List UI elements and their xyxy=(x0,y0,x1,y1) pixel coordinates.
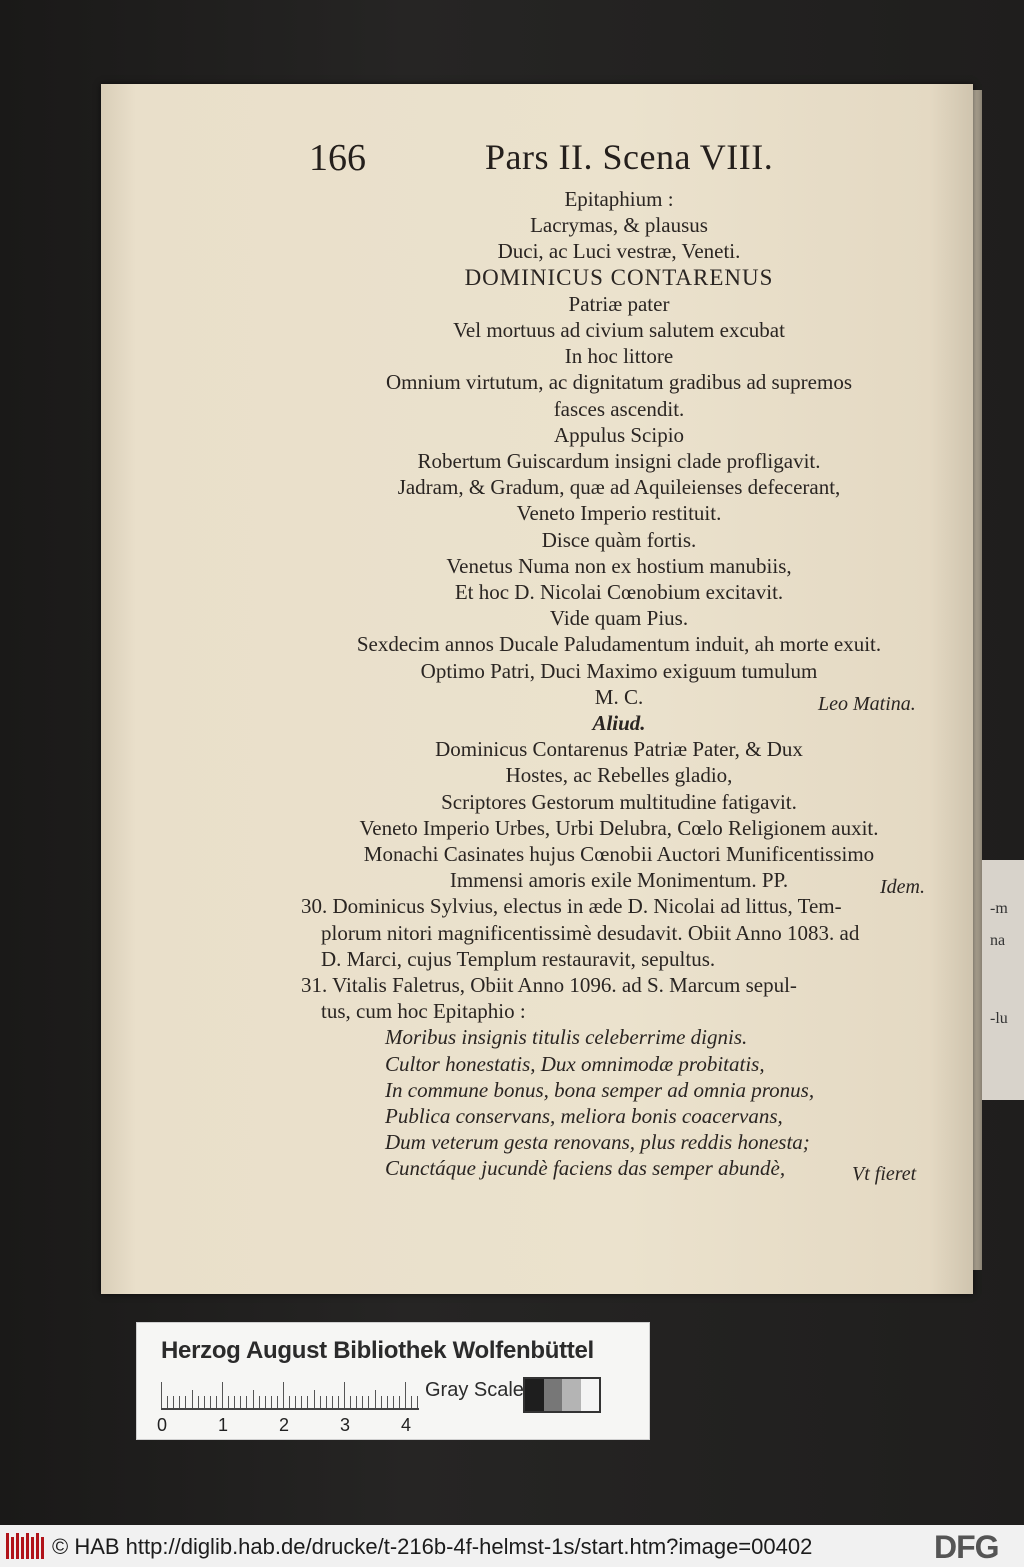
ruler-number: 2 xyxy=(279,1415,290,1435)
text-line: Cultor honestatis, Dux omnimodæ probitatis, xyxy=(385,1051,765,1076)
ruler-tick xyxy=(417,1396,418,1408)
ruler-tick xyxy=(326,1396,327,1408)
text-line: Vide quam Pius. xyxy=(549,606,689,631)
ruler-tick xyxy=(259,1396,260,1408)
ruler-number: 3 xyxy=(340,1415,351,1435)
attribution-leo-matina: Leo Matina. xyxy=(818,693,916,715)
gray-scale-label: Gray Scale xyxy=(425,1379,524,1401)
text-line: Publica conservans, meliora bonis coacervans, xyxy=(385,1104,783,1128)
library-name: Herzog August Bibliothek Wolfenbüttel xyxy=(161,1337,594,1364)
ruler-tick xyxy=(222,1382,223,1408)
logo-bar xyxy=(41,1537,44,1559)
color-target-card xyxy=(136,1322,650,1440)
logo-bar xyxy=(6,1533,9,1559)
adjacent-page-fragment xyxy=(982,860,1024,1100)
measurement-ruler xyxy=(161,1378,419,1410)
gray-swatch xyxy=(525,1379,544,1411)
catchword: Vt fieret xyxy=(852,1163,917,1185)
text-line: Cunctáque jucundè faciens das semper abundè, xyxy=(385,1156,786,1181)
ruler-tick xyxy=(344,1382,345,1408)
ruler-tick xyxy=(198,1396,199,1408)
ruler-tick xyxy=(314,1390,315,1408)
ruler-tick xyxy=(356,1396,357,1408)
ruler-tick xyxy=(210,1396,211,1408)
text-line: Epitaphium : xyxy=(564,187,674,211)
text-line: Sexdecim annos Ducale Paludamentum induit, ah morte exuit. xyxy=(356,632,882,657)
ruler-tick xyxy=(246,1396,247,1408)
text-line: plorum nitori magnificentissimè desudavit. Obiit Anno 1083. ad xyxy=(321,920,860,945)
text-line: Lacrymas, & plausus xyxy=(530,213,708,238)
ruler-tick xyxy=(265,1396,266,1408)
ruler-tick xyxy=(283,1382,284,1408)
footer-copyright-url[interactable]: © HAB http://diglib.hab.de/drucke/t-216b-4f-helmst-1s/start.htm?image=00402 xyxy=(52,1534,813,1559)
fragment-text: -m xyxy=(990,900,1008,917)
text-line: In hoc littore xyxy=(564,344,674,369)
ruler-tick xyxy=(393,1396,394,1408)
ruler-tick xyxy=(289,1396,290,1408)
logo-bar xyxy=(16,1533,19,1559)
ruler-tick xyxy=(192,1390,193,1408)
text-line: 30. Dominicus Sylvius, electus in æde D. Nicolai ad littus, Tem- xyxy=(301,894,842,919)
text-line: Duci, ac Luci vestræ, Veneti. xyxy=(497,239,741,264)
text-line: Moribus insignis titulis celeberrime dignis. xyxy=(385,1025,748,1050)
text-line: Omnium virtutum, ac dignitatum gradibus ad supremos xyxy=(385,370,853,395)
ruler-numbers xyxy=(157,1415,437,1435)
text-line: D. Marci, cujus Templum restauravit, sepultus. xyxy=(321,946,716,971)
logo-bar xyxy=(11,1537,14,1559)
text-line: Vel mortuus ad civium salutem excubat xyxy=(453,318,785,342)
ruler-tick xyxy=(161,1382,162,1408)
text-line: Immensi amoris exile Monimentum. PP. xyxy=(449,868,789,893)
ruler-tick xyxy=(399,1396,400,1408)
ruler-tick xyxy=(381,1396,382,1408)
ruler-number: 0 xyxy=(157,1415,168,1435)
text-line: Optimo Patri, Duci Maximo exiguum tumulum xyxy=(420,658,818,683)
text-line: Disce quàm fortis. xyxy=(541,527,697,552)
ruler-tick xyxy=(405,1382,406,1408)
ruler-tick xyxy=(350,1396,351,1408)
logo-bar xyxy=(26,1533,29,1559)
ruler-tick xyxy=(362,1396,363,1408)
ruler-number: 4 xyxy=(401,1415,412,1435)
ruler-tick xyxy=(204,1396,205,1408)
ruler-tick xyxy=(307,1396,308,1408)
gray-swatch xyxy=(581,1379,600,1411)
ruler-tick xyxy=(387,1396,388,1408)
page-text xyxy=(301,186,929,1186)
text-line: tus, cum hoc Epitaphio : xyxy=(321,999,526,1024)
text-line: M. C. xyxy=(594,684,644,709)
text-line: Robertum Guiscardum insigni clade profligavit. xyxy=(417,449,821,473)
text-line: DOMINICUS CONTARENUS xyxy=(464,264,774,290)
text-line: Scriptores Gestorum multitudine fatigavit. xyxy=(441,789,797,814)
dfg-logo: DFG xyxy=(934,1529,999,1565)
ruler-tick xyxy=(234,1396,235,1408)
fragment-text: na xyxy=(990,932,1006,949)
text-line: Hostes, ac Rebelles gladio, xyxy=(505,763,733,788)
text-line: Aliud. xyxy=(592,711,646,735)
ruler-tick xyxy=(240,1396,241,1408)
ruler-tick xyxy=(167,1396,168,1408)
ruler-tick xyxy=(179,1396,180,1408)
text-line: Dominicus Contarenus Patriæ Pater, & Dux xyxy=(435,737,803,762)
ruler-tick xyxy=(185,1396,186,1408)
text-line: Jadram, & Gradum, quæ ad Aquileienses defecerant, xyxy=(397,475,841,500)
ruler-tick xyxy=(173,1396,174,1408)
footer-bar xyxy=(0,1525,1024,1567)
ruler-tick xyxy=(332,1396,333,1408)
text-line: Dum veterum gesta renovans, plus reddis honesta; xyxy=(385,1130,810,1155)
text-line: Monachi Casinates hujus Cœnobii Auctori Munificentissimo xyxy=(363,842,875,866)
logo-bar xyxy=(21,1537,24,1559)
ruler-baseline xyxy=(161,1408,419,1410)
attribution-idem: Idem. xyxy=(880,876,925,898)
gray-swatch xyxy=(562,1379,581,1411)
logo-bar xyxy=(31,1537,34,1559)
text-line: Patriæ pater xyxy=(568,291,670,316)
ruler-tick xyxy=(253,1390,254,1408)
fragment-text: -lu xyxy=(990,1010,1008,1027)
ruler-tick xyxy=(375,1390,376,1408)
text-line: Veneto Imperio restituit. xyxy=(516,501,722,526)
text-line: Et hoc D. Nicolai Cœnobium excitavit. xyxy=(454,580,784,604)
gray-scale-swatches xyxy=(523,1377,601,1413)
ruler-tick xyxy=(338,1396,339,1408)
ruler-tick xyxy=(295,1396,296,1408)
ruler-tick xyxy=(228,1396,229,1408)
hab-logo-icon xyxy=(6,1533,46,1559)
ruler-tick xyxy=(301,1396,302,1408)
ruler-tick xyxy=(368,1396,369,1408)
ruler-tick xyxy=(277,1396,278,1408)
gray-swatch xyxy=(544,1379,563,1411)
ruler-tick xyxy=(216,1396,217,1408)
text-line: Venetus Numa non ex hostium manubiis, xyxy=(446,553,792,578)
text-line: 31. Vitalis Faletrus, Obiit Anno 1096. ad S. Marcum sepul- xyxy=(301,973,797,997)
ruler-tick xyxy=(411,1396,412,1408)
logo-bar xyxy=(36,1533,39,1559)
page-header xyxy=(309,136,929,186)
text-line: In commune bonus, bona semper ad omnia pronus, xyxy=(385,1077,815,1102)
ruler-tick xyxy=(320,1396,321,1408)
text-line: fasces ascendit. xyxy=(553,396,685,421)
ruler-number: 1 xyxy=(218,1415,229,1435)
page-number: 166 xyxy=(309,137,366,179)
ruler-tick xyxy=(271,1396,272,1408)
text-line: Appulus Scipio xyxy=(553,422,685,447)
text-line: Veneto Imperio Urbes, Urbi Delubra, Cœlo Religionem auxit. xyxy=(359,815,879,840)
running-title: Pars II. Scena VIII. xyxy=(485,137,774,177)
